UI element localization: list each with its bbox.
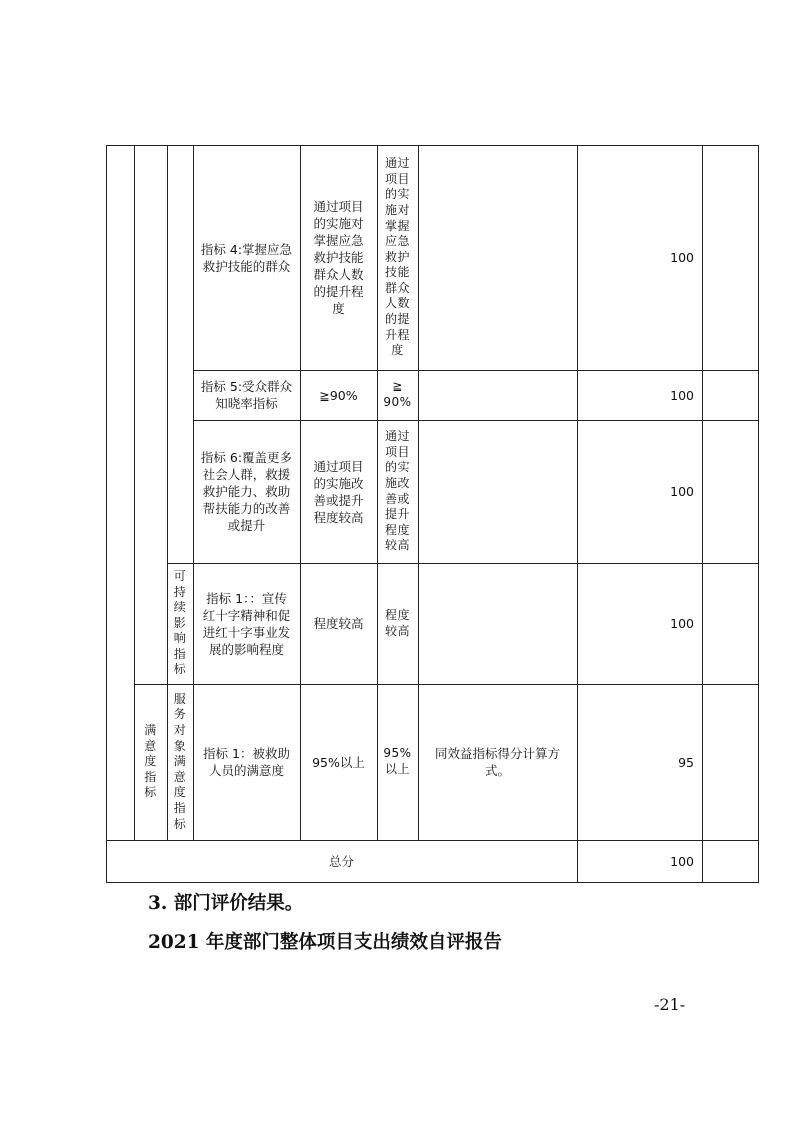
indicator-cell: 指标 6:覆盖更多 社会人群，救援 救护能力、救助 帮扶能力的改善 或提升 <box>200 450 293 533</box>
value-desc-cell: ≧90% <box>319 387 358 403</box>
target-cell: 程度 较高 <box>384 607 410 638</box>
score-cell: 95 <box>678 754 694 770</box>
page-number: -21- <box>654 995 686 1014</box>
indicator-cell: 指标 1：被救助 人员的满意度 <box>203 746 290 778</box>
score-cell: 100 <box>670 387 694 403</box>
value-desc-cell: 通过项目 的实施改 善或提升 程度较高 <box>313 458 364 525</box>
score-cell: 100 <box>670 484 694 499</box>
category-cell: 满 意 度 指 标 <box>144 723 157 800</box>
section-heading: 3. 部门评价结果。 <box>148 893 304 914</box>
table-border-bottom <box>106 882 758 883</box>
indicator-cell: 指标 4:掌握应急 救护技能的群众 <box>200 241 293 274</box>
score-cell: 100 <box>670 616 694 631</box>
table-border-left <box>106 145 107 883</box>
target-cell: 通过 项目 的实 施改 善或 提升 程度 较高 <box>384 429 410 553</box>
category-cell: 可 持 续 影 响 指 标 <box>173 568 187 677</box>
col-divider <box>702 145 703 883</box>
total-label: 总分 <box>328 853 354 869</box>
target-cell: 通过 项目 的实 施对 掌握 应急 救护 技能 群众 人数 的提 升程 度 <box>384 156 410 358</box>
target-cell: ≧ 90% <box>383 379 412 409</box>
value-desc-cell: 通过项目 的实施对 掌握应急 救护技能 群众人数 的提升程 度 <box>313 199 364 316</box>
indicator-cell: 指标 5:受众群众 知晓率指标 <box>200 379 293 411</box>
value-desc-cell: 程度较高 <box>313 616 364 631</box>
score-cell: 100 <box>670 250 694 265</box>
value-desc-cell: 95%以上 <box>312 754 365 770</box>
total-score: 100 <box>670 853 694 869</box>
method-cell: 同效益指标得分计算方 式。 <box>434 746 560 778</box>
target-cell: 95% 以上 <box>383 746 412 776</box>
report-title: 2021 年度部门整体项目支出绩效自评报告 <box>148 932 502 953</box>
table-border-right <box>758 145 759 883</box>
indicator-cell: 指标 1：：宣传 红十字精神和促 进红十字事业发 展的影响程度 <box>202 590 291 657</box>
category-cell: 服 务 对 象 满 意 度 指 标 <box>173 691 187 831</box>
